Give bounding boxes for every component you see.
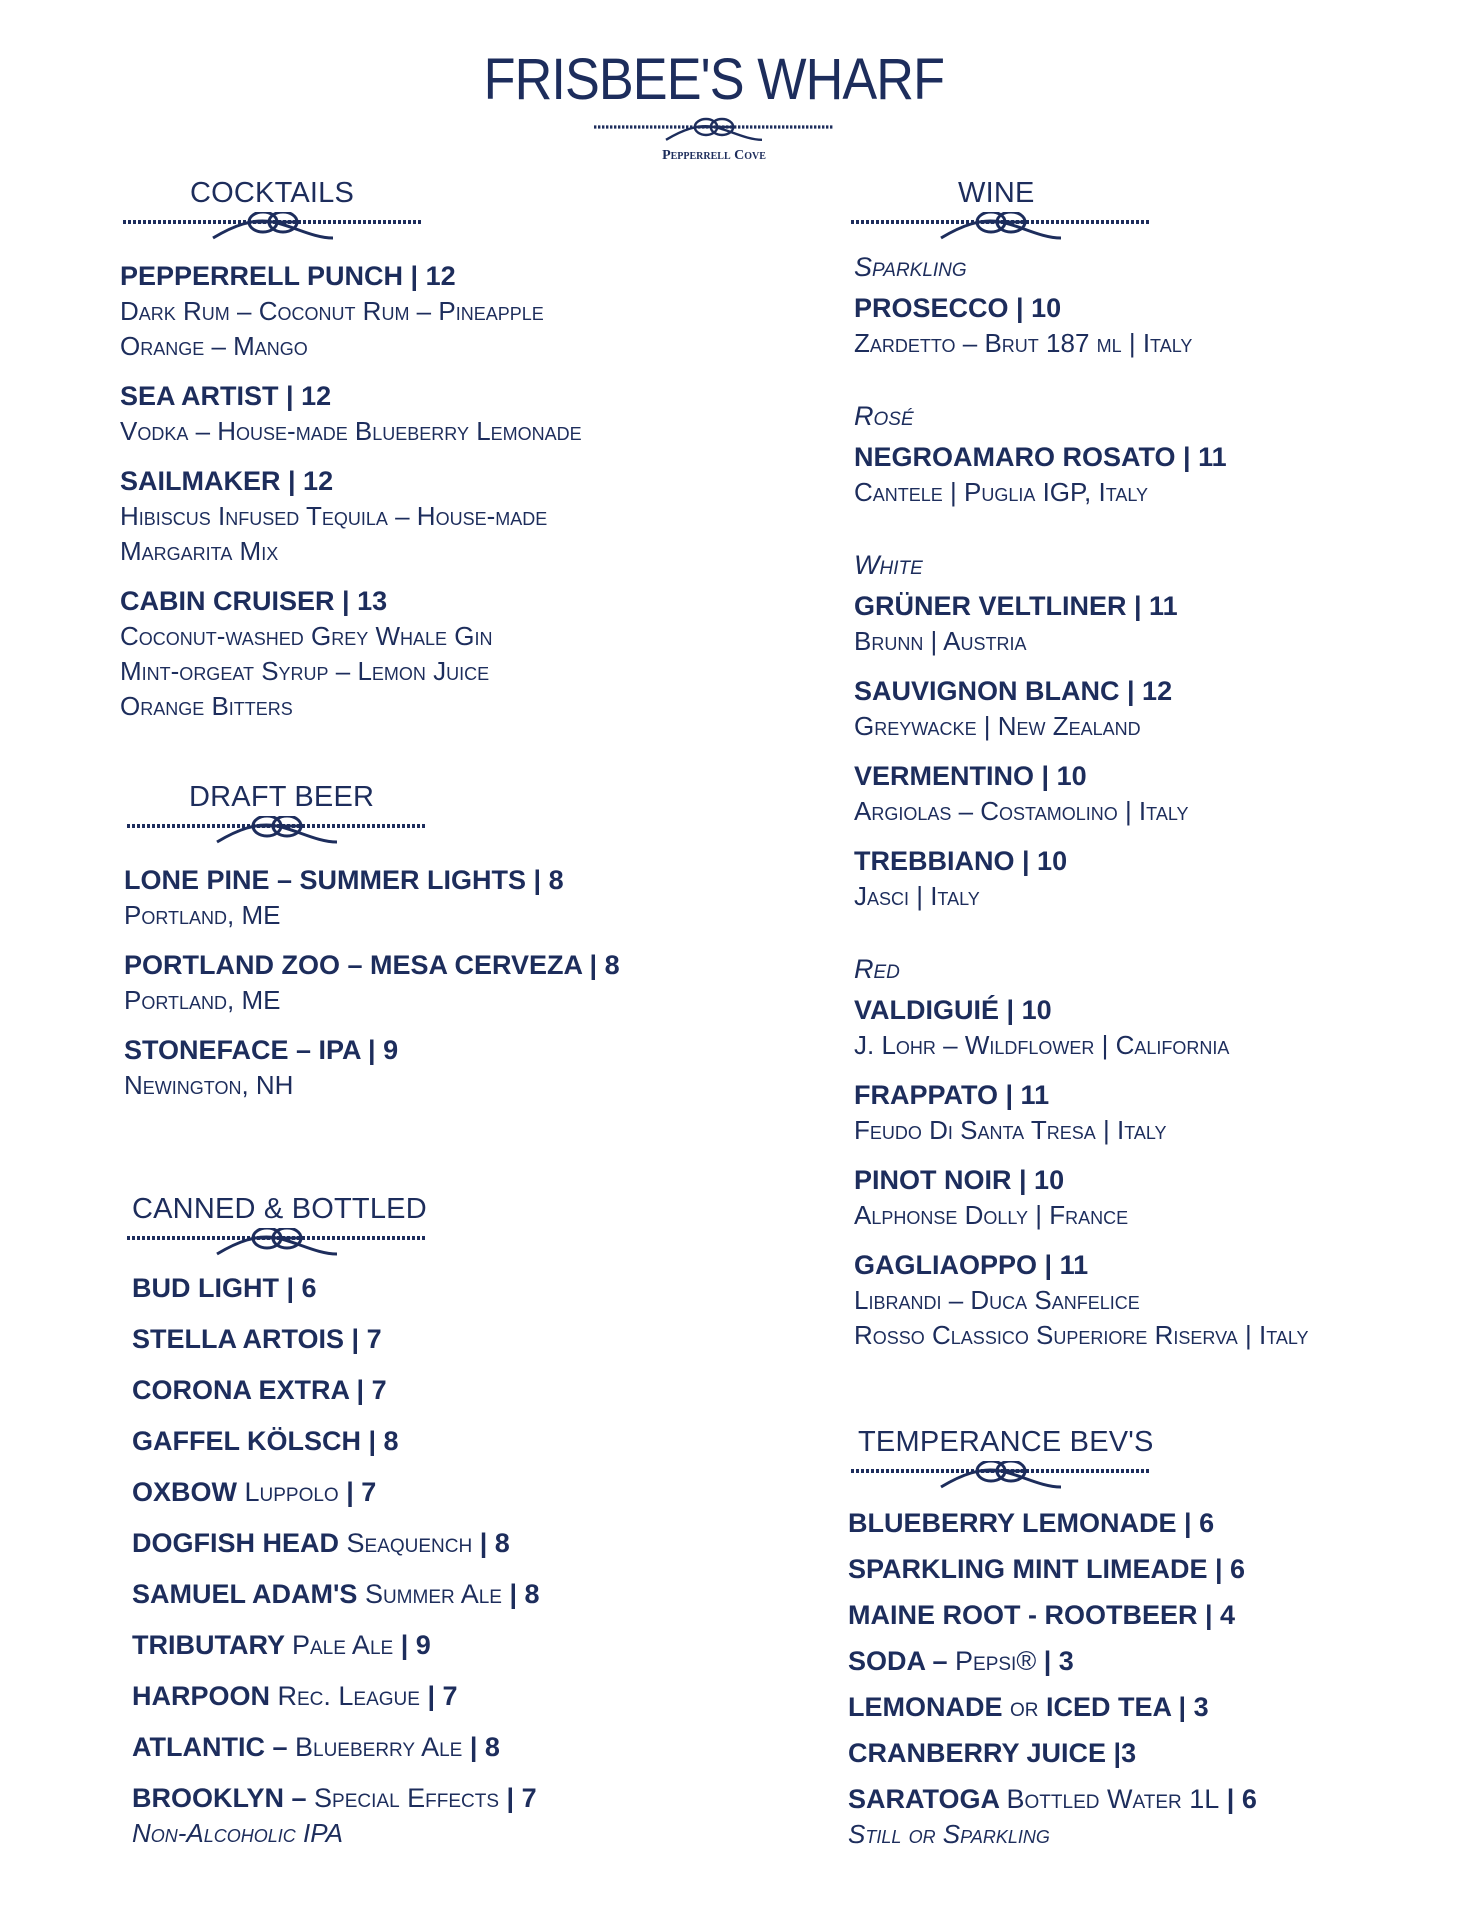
menu-item <box>854 992 1448 1063</box>
item-name: CABIN CRUISER | 13 <box>120 586 388 616</box>
item-name: SAILMAKER | 12 <box>120 466 334 496</box>
item-location: Portland, ME <box>124 985 281 1015</box>
menu-item: MAINE ROOT - ROOTBEER | 4 <box>848 1600 1236 1630</box>
item-name: SAUVIGNON BLANC | 12 <box>854 676 1173 706</box>
menu-item: STELLA ARTOIS | 7 <box>132 1324 382 1354</box>
item-name: GAGLIAOPPO | 11 <box>854 1250 1089 1280</box>
location-subtitle: Pepperrell Cove <box>662 148 766 163</box>
item-description: Dark Rum – Coconut Rum – Pineapple <box>120 296 544 326</box>
item-name: VALDIGUIÉ | 10 <box>854 995 1052 1025</box>
item-description: Rosso Classico Superiore Riserva | Italy <box>854 1320 1309 1350</box>
item-description: Hibiscus Infused Tequila – House-made <box>120 501 548 531</box>
item-name: PINOT NOIR | 10 <box>854 1165 1065 1195</box>
section-title: TEMPERANCE BEV'S <box>858 1426 1154 1458</box>
wine-subheading: Rosé <box>854 401 914 431</box>
wine-group <box>854 399 1448 510</box>
rope-knot-icon <box>594 116 834 146</box>
menu-item <box>124 1032 704 1103</box>
menu-item: HARPOON Rec. League | 7 <box>132 1681 458 1711</box>
menu-item <box>854 843 1448 914</box>
menu-item: BLUEBERRY LEMONADE | 6 <box>848 1508 1215 1538</box>
menu-item: OXBOW Luppolo | 7 <box>132 1477 377 1507</box>
menu-item <box>854 1247 1448 1353</box>
item-description: Coconut-washed Grey Whale Gin <box>120 621 493 651</box>
menu-item: DOGFISH HEAD Seaquench | 8 <box>132 1528 510 1558</box>
item-description: Jasci | Italy <box>854 881 980 911</box>
rope-knot-icon <box>124 1228 430 1258</box>
item-name: VERMENTINO | 10 <box>854 761 1087 791</box>
rope-knot-icon <box>848 1461 1154 1491</box>
menu-header <box>0 48 1428 164</box>
menu-item <box>120 258 700 364</box>
menu-item <box>124 947 704 1018</box>
item-note: Non-Alcoholic IPA <box>132 1818 343 1848</box>
item-description: J. Lohr – Wildflower | California <box>854 1030 1230 1060</box>
item-description: Vodka – House-made Blueberry Lemonade <box>120 416 582 446</box>
menu-item: SODA – Pepsi® | 3 <box>848 1646 1074 1676</box>
item-name: TREBBIANO | 10 <box>854 846 1068 876</box>
menu-item <box>854 439 1448 510</box>
item-name: NEGROAMARO ROSATO | 11 <box>854 442 1227 472</box>
menu-item: SARATOGA Bottled Water 1L | 6 <box>848 1784 1257 1814</box>
menu-item: ATLANTIC – Blueberry Ale | 8 <box>132 1732 500 1762</box>
item-description: Greywacke | New Zealand <box>854 711 1141 741</box>
item-description: Argiolas – Costamolino | Italy <box>854 796 1189 826</box>
item-name: FRAPPATO | 11 <box>854 1080 1050 1110</box>
item-description: Margarita Mix <box>120 536 279 566</box>
item-name: LONE PINE – SUMMER LIGHTS | 8 <box>124 865 564 895</box>
menu-item <box>854 1077 1448 1148</box>
section-title: CANNED & BOTTLED <box>132 1193 427 1225</box>
item-description: Brunn | Austria <box>854 626 1027 656</box>
item-location: Portland, ME <box>124 900 281 930</box>
item-name: SEA ARTIST | 12 <box>120 381 332 411</box>
item-description: Librandi – Duca Sanfelice <box>854 1285 1140 1315</box>
section-title: WINE <box>958 177 1035 209</box>
menu-item <box>854 290 1448 361</box>
menu-item <box>124 862 704 933</box>
item-name: GRÜNER VELTLINER | 11 <box>854 591 1178 621</box>
menu-item <box>854 673 1448 744</box>
canned-bottled-section <box>124 1192 724 1851</box>
wine-subheading: Sparkling <box>854 252 967 282</box>
item-description: Cantele | Puglia IGP, Italy <box>854 477 1149 507</box>
item-description: Alphonse Dolly | France <box>854 1200 1129 1230</box>
draft-beer-section <box>124 780 704 1117</box>
wine-group <box>854 548 1448 914</box>
section-title: DRAFT BEER <box>189 781 375 813</box>
menu-item <box>120 583 700 724</box>
menu-item: BUD LIGHT | 6 <box>132 1273 317 1303</box>
menu-item: SAMUEL ADAM'S Summer Ale | 8 <box>132 1579 540 1609</box>
item-name: PEPPERRELL PUNCH | 12 <box>120 261 456 291</box>
cocktails-section <box>120 176 700 738</box>
item-name: PORTLAND ZOO – MESA CERVEZA | 8 <box>124 950 620 980</box>
wine-group <box>854 952 1448 1353</box>
item-location: Newington, NH <box>124 1070 294 1100</box>
section-title: COCKTAILS <box>190 177 355 209</box>
item-description: Orange Bitters <box>120 691 293 721</box>
wine-section <box>848 176 1448 1391</box>
temperance-section <box>848 1425 1448 1852</box>
item-description: Mint-orgeat Syrup – Lemon Juice <box>120 656 490 686</box>
item-description: Feudo Di Santa Tresa | Italy <box>854 1115 1167 1145</box>
menu-item: BROOKLYN – Special Effects | 7 <box>132 1783 537 1813</box>
item-note: Still or Sparkling <box>848 1819 1050 1849</box>
menu-item: SPARKLING MINT LIMEADE | 6 <box>848 1554 1246 1584</box>
menu-item: LEMONADE or ICED TEA | 3 <box>848 1692 1209 1722</box>
menu-item <box>854 588 1448 659</box>
item-description: Zardetto – Brut 187 ml | Italy <box>854 328 1193 358</box>
menu-item <box>854 1162 1448 1233</box>
menu-item <box>120 378 700 449</box>
menu-item: GAFFEL KÖLSCH | 8 <box>132 1426 399 1456</box>
item-name: PROSECCO | 10 <box>854 293 1062 323</box>
restaurant-name: FRISBEE'S WHARF <box>483 47 945 112</box>
menu-item: TRIBUTARY Pale Ale | 9 <box>132 1630 431 1660</box>
rope-knot-icon <box>120 212 426 242</box>
wine-subheading: White <box>854 550 923 580</box>
item-name: STONEFACE – IPA | 9 <box>124 1035 399 1065</box>
menu-item <box>854 758 1448 829</box>
rope-knot-icon <box>848 212 1154 242</box>
menu-item: CRANBERRY JUICE |3 <box>848 1738 1137 1768</box>
rope-knot-icon <box>124 816 430 846</box>
menu-item <box>120 463 700 569</box>
wine-subheading: Red <box>854 954 900 984</box>
item-description: Orange – Mango <box>120 331 308 361</box>
wine-group <box>854 250 1448 361</box>
menu-item: CORONA EXTRA | 7 <box>132 1375 387 1405</box>
